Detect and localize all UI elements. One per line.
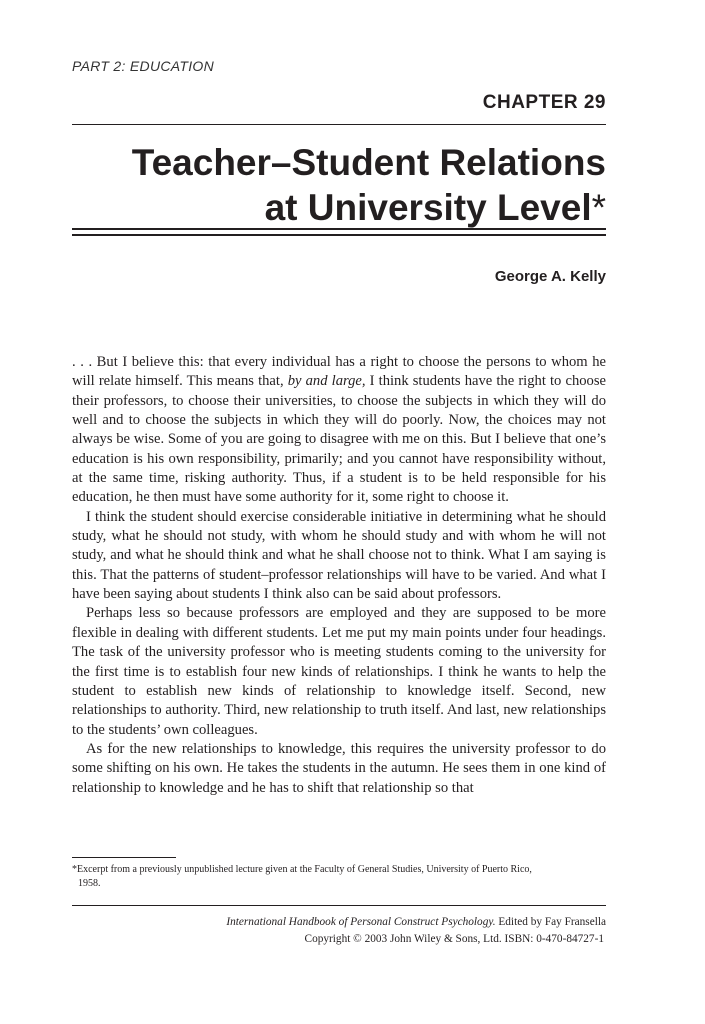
part-heading: PART 2: EDUCATION bbox=[72, 58, 215, 74]
paragraph-1-start: . . . But I believe this: that every individual has a right to choose the persons to whom he will relate himself. This means that, bbox=[72, 354, 606, 390]
chapter-title bbox=[72, 140, 606, 230]
paragraph-1 bbox=[72, 353, 606, 508]
publication-credit bbox=[72, 914, 606, 948]
credit-line-1 bbox=[72, 914, 606, 931]
editor-credit: Edited by Fay Fransella bbox=[495, 916, 606, 928]
title-line-2 bbox=[72, 185, 606, 230]
copyright-line: Copyright © 2003 John Wiley & Sons, Ltd. ISBN: 0-470-84727-1 bbox=[304, 933, 604, 945]
paragraph-3: Perhaps less so because professors are employed and they are supposed to be more flexible in dealing with different students. Let me put my main points under four headings. The task of the university professor who is meeting students coming to the university for the first time is to establish four new kinds of relationships. I think he wants to help the student to establish new kinds of relationship to knowledge itself. Second, new relationships to authority. Third, new relationship to truth itself. And last, new relationships to the students’ own colleagues. bbox=[72, 605, 606, 738]
bottom-rule bbox=[72, 905, 606, 906]
footnote-rule bbox=[72, 857, 176, 858]
book-title: International Handbook of Personal Construct Psychology. bbox=[226, 916, 496, 928]
title-line-2-text: at University Level bbox=[264, 187, 592, 228]
title-rule-upper bbox=[72, 228, 606, 230]
paragraph-1-emphasis: by and large, bbox=[287, 373, 366, 390]
footnote-line-1: *Excerpt from a previously unpublished lecture given at the Faculty of General Studies, University of Puerto Rico, bbox=[72, 864, 532, 875]
paragraph-1-end: I think students have the right to choose their professors, to choose their universities, to choose the subjects in which they will do well and to choose the subjects in which they will do poorly. Now, the choices may not always be wise. Some of you are going to disagree with me on this. But I believe that one’s education is his own responsibility, primarily; and you cannot have responsibility without, at the same time, risking authority. Thus, if a student is to be held responsible for his education, he then must have some authority for it, some right to choose it. bbox=[72, 373, 606, 506]
author-name: George A. Kelly bbox=[494, 268, 606, 285]
chapter-number: CHAPTER 29 bbox=[482, 92, 606, 113]
top-rule bbox=[72, 124, 606, 125]
footnote bbox=[72, 863, 606, 891]
body-text bbox=[72, 353, 606, 798]
paragraph-2: I think the student should exercise considerable initiative in determining what he should study, what he should not study, with whom he should study and with whom he will not study, and what he should think and what he shall choose not to think. What I am saying is this. That the patterns of student–professor relationships will have to be varied. And what I have been saying about students I think also can be said about professors. bbox=[72, 508, 606, 603]
footnote-line-2: 1958. bbox=[78, 878, 101, 889]
footnote-marker: * bbox=[591, 187, 606, 228]
title-line-1: Teacher–Student Relations bbox=[131, 142, 606, 183]
paragraph-4: As for the new relationships to knowledge, this requires the university professor to do some shifting on his own. He takes the students in the autumn. He sees them in one kind of relationship to knowledge and he has to shift that relationship so that bbox=[72, 740, 606, 796]
title-rule-lower bbox=[72, 234, 606, 236]
